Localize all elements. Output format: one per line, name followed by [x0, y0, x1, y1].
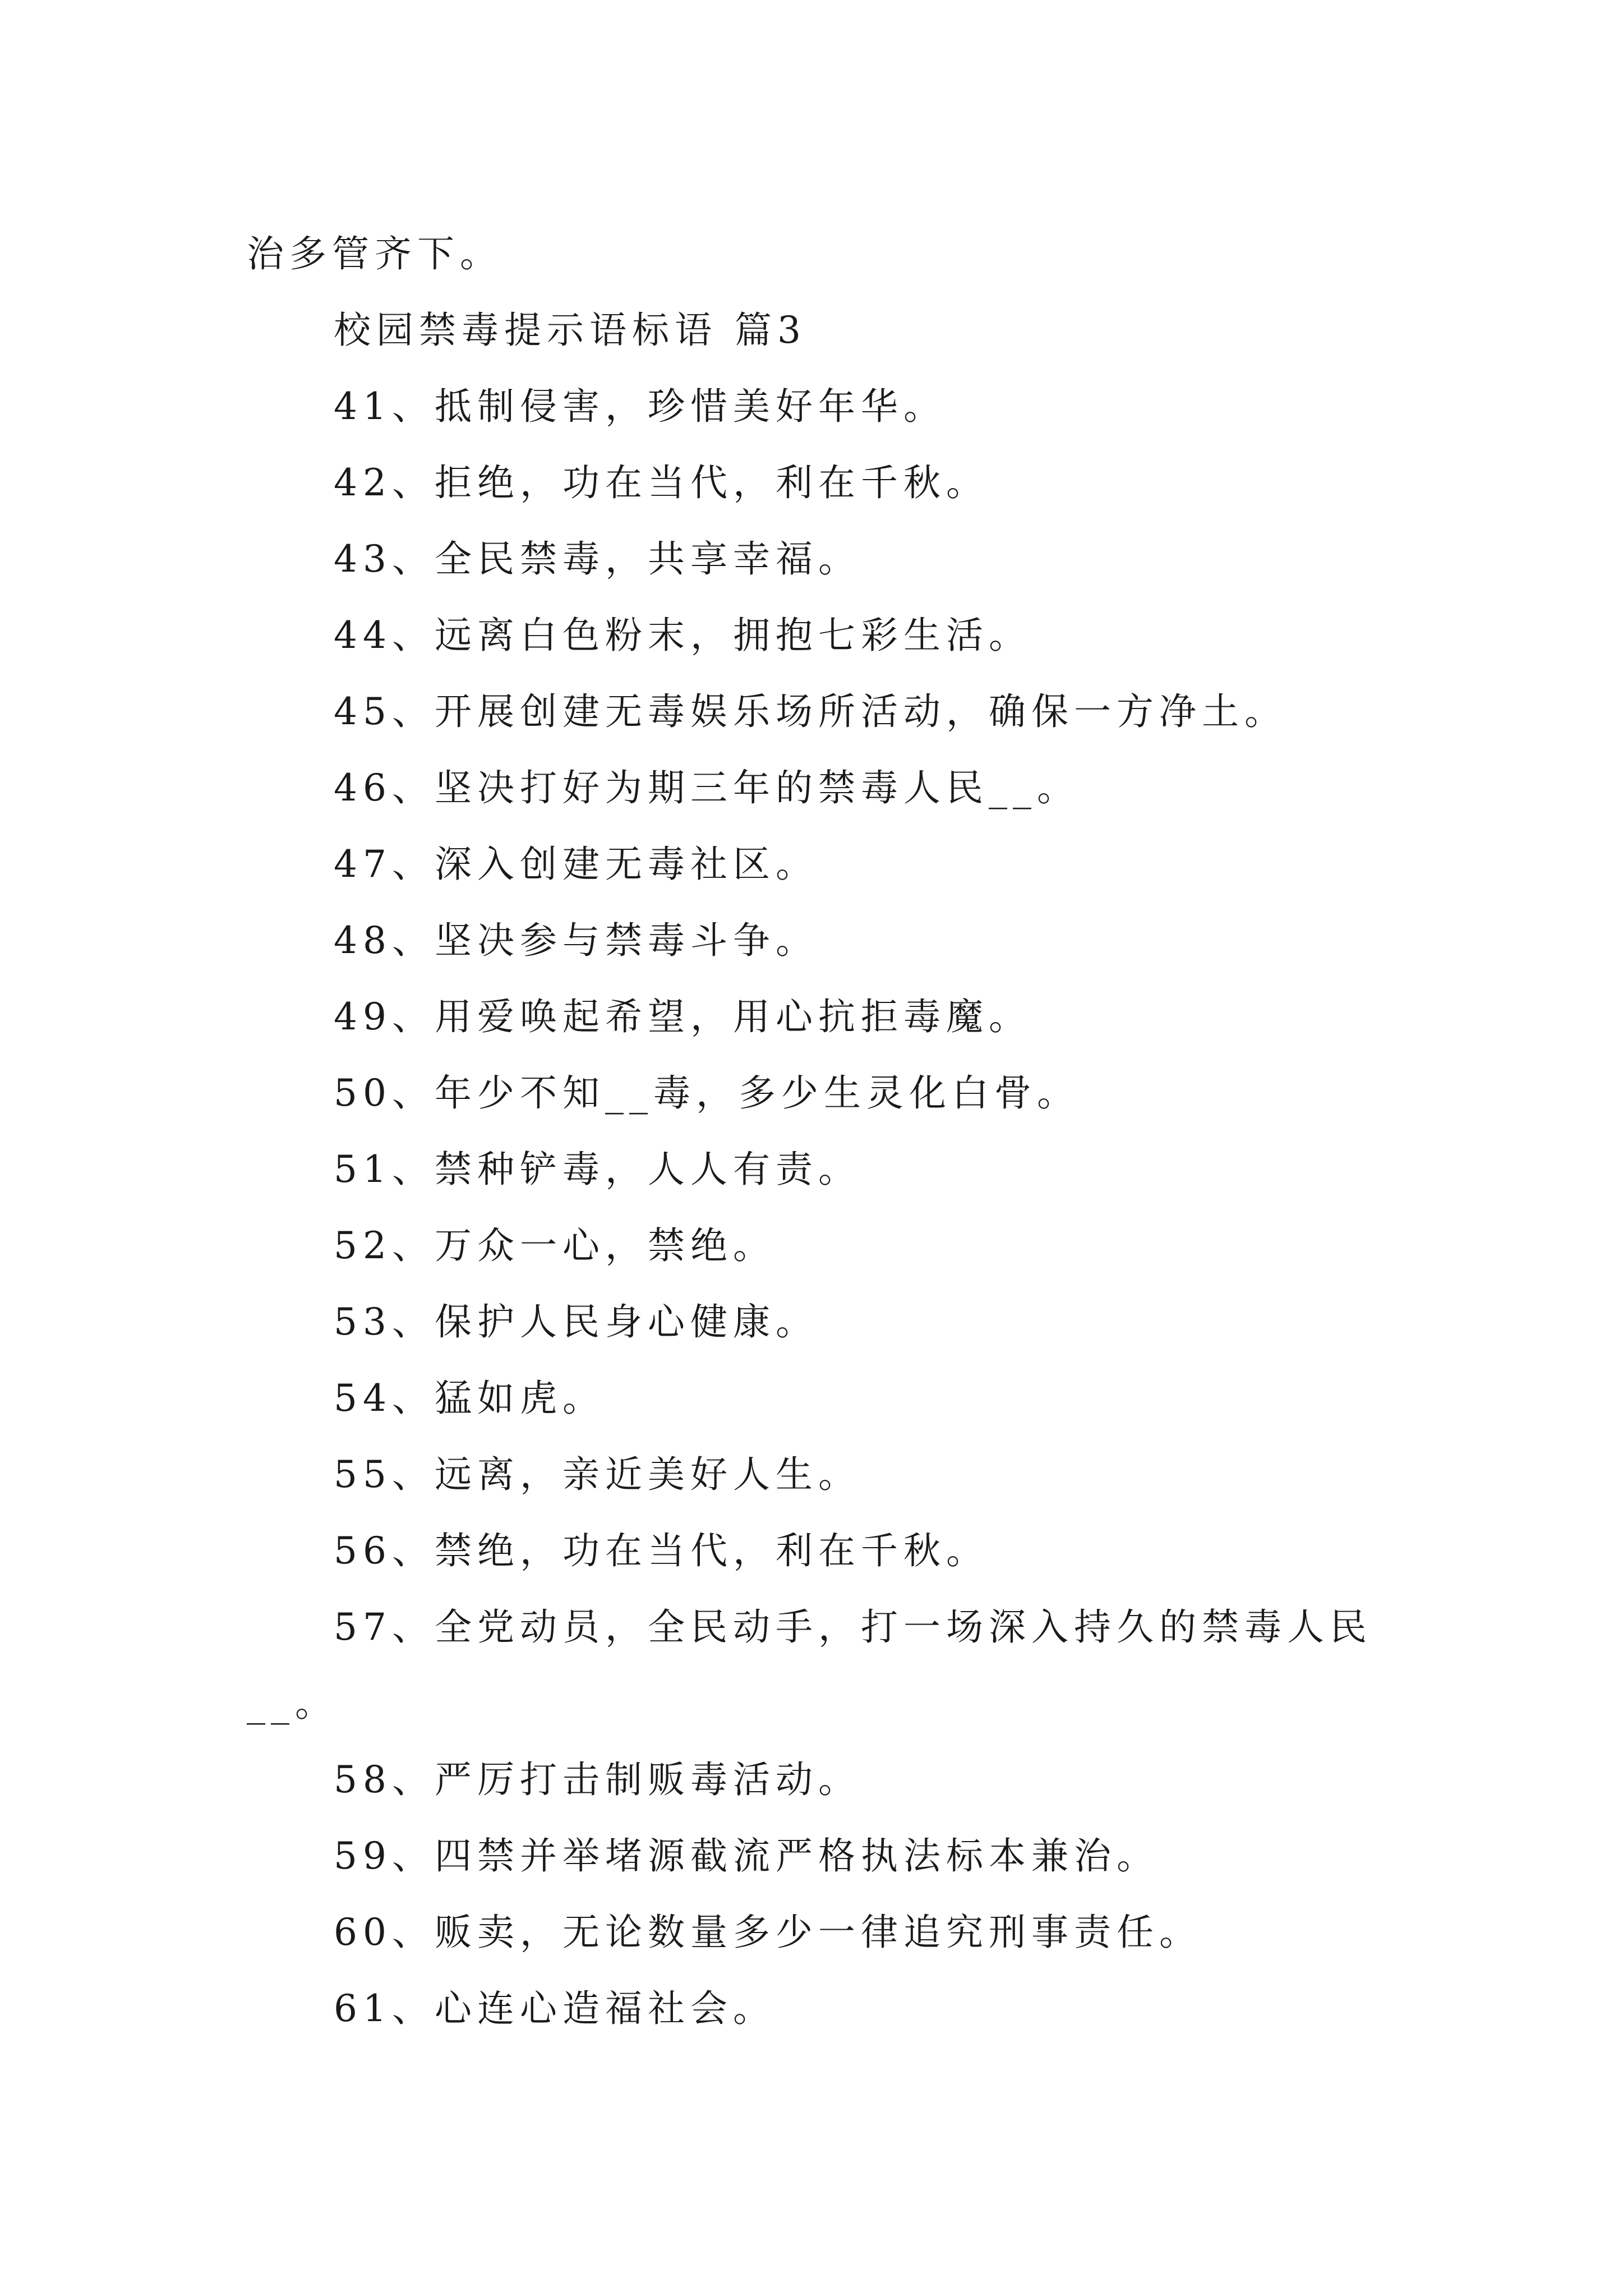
text-line: 43、全民禁毒，共享幸福。	[334, 537, 861, 581]
text-line: 56、禁绝，功在当代，利在千秋。	[334, 1529, 989, 1572]
text-line: 治多管齐下。	[247, 232, 502, 275]
text-line: 44、远离白色粉末，拥抱七彩生活。	[334, 614, 1031, 657]
text-line: 42、拒绝，功在当代，利在千秋。	[334, 461, 989, 504]
document-body	[247, 216, 1396, 2047]
text-line: 51、禁种铲毒，人人有责。	[334, 1148, 861, 1191]
text-line: 45、开展创建无毒娱乐场所活动，确保一方净土。	[334, 690, 1287, 733]
text-line: 59、四禁并举堵源截流严格执法标本兼治。	[334, 1834, 1159, 1878]
text-line: 49、用爱唤起希望，用心抗拒毒魔。	[334, 995, 1031, 1038]
text-line: 61、心连心造福社会。	[334, 1987, 776, 2030]
text-line: 50、年少不知__毒，多少生灵化白骨。	[334, 1071, 1080, 1115]
section-heading: 校园禁毒提示语标语 篇3	[334, 309, 806, 352]
text-line: 58、严厉打击制贩毒活动。	[334, 1758, 861, 1801]
text-line: 57、全党动员，全民动手，打一场深入持久的禁毒人民	[334, 1605, 1372, 1649]
text-line: 53、保护人民身心健康。	[334, 1300, 818, 1343]
text-line: 55、远离，亲近美好人生。	[334, 1453, 861, 1496]
text-line: 54、猛如虎。	[334, 1377, 605, 1420]
text-line: 41、抵制侵害，珍惜美好年华。	[334, 385, 946, 428]
text-line: 52、万众一心，禁绝。	[334, 1224, 776, 1267]
text-line: 46、坚决打好为期三年的禁毒人民__。	[334, 766, 1080, 809]
text-line: __。	[247, 1682, 338, 1725]
text-line: 60、贩卖，无论数量多少一律追究刑事责任。	[334, 1911, 1202, 1954]
text-line: 47、深入创建无毒社区。	[334, 843, 818, 886]
text-line: 48、坚决参与禁毒斗争。	[334, 919, 818, 962]
